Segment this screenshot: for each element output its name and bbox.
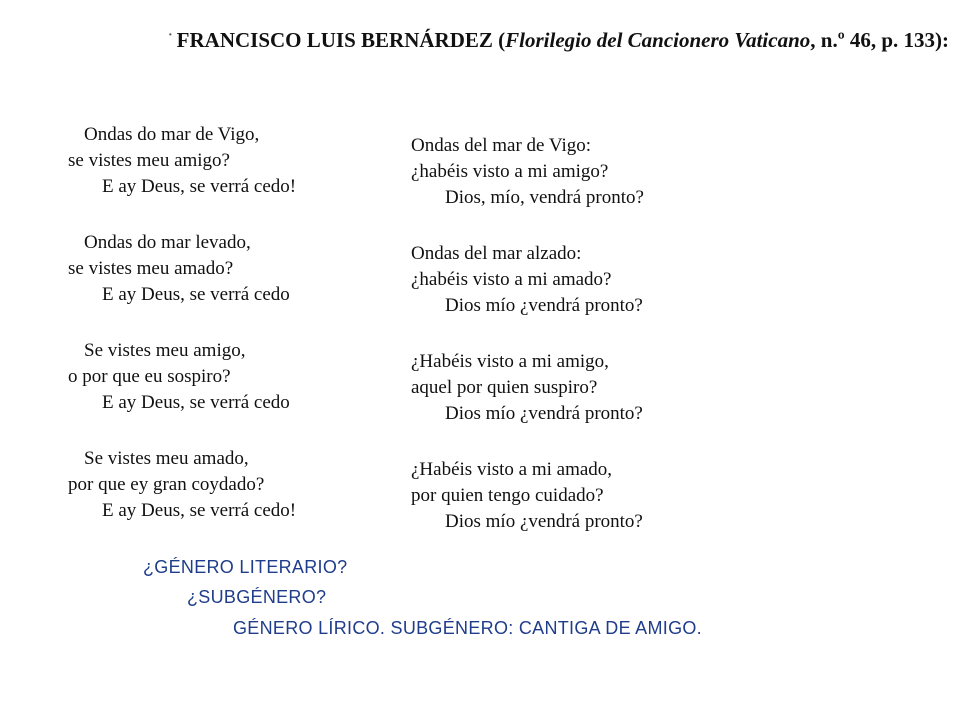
poem-refrain: E ay Deus, se verrá cedo <box>102 284 290 305</box>
poem-refrain: Dios, mío, vendrá pronto? <box>445 187 644 208</box>
poem-line: o por que eu sospiro? <box>68 366 231 387</box>
original-stanza-1 <box>68 122 296 200</box>
poem-refrain: Dios mío ¿vendrá pronto? <box>445 403 643 424</box>
source-citation <box>168 28 949 53</box>
poem-refrain: E ay Deus, se verrá cedo! <box>102 500 297 521</box>
translation-stanza-4 <box>411 457 644 535</box>
translation-stanza-3 <box>411 349 644 427</box>
bullet-mark: · <box>168 28 173 43</box>
citation-reference: , n.º 46, p. 133): <box>810 28 950 52</box>
poem-line: ¿habéis visto a mi amigo? <box>411 161 609 182</box>
poem-line: Ondas del mar de Vigo: <box>411 135 592 156</box>
original-stanza-4 <box>68 446 296 524</box>
poem-line: Ondas do mar levado, <box>84 232 251 253</box>
poem-line: Se vistes meu amado, <box>84 448 249 469</box>
work-title: Florilegio del Cancionero Vaticano <box>505 28 811 52</box>
poem-refrain: E ay Deus, se verrá cedo! <box>102 176 297 197</box>
original-stanza-2 <box>68 230 296 308</box>
poem-line: Ondas del mar alzado: <box>411 243 582 264</box>
poem-line: se vistes meu amado? <box>68 258 234 279</box>
poem-refrain: E ay Deus, se verrá cedo <box>102 392 290 413</box>
subgenre-question: ¿SUBGÉNERO? <box>187 587 327 607</box>
open-paren: ( <box>498 28 506 52</box>
poem-line: ¿Habéis visto a mi amigo, <box>411 351 609 372</box>
poem-line: ¿habéis visto a mi amado? <box>411 269 612 290</box>
genre-question: ¿GÉNERO LITERARIO? <box>143 557 348 577</box>
poem-line: se vistes meu amigo? <box>68 150 230 171</box>
poem-refrain: Dios mío ¿vendrá pronto? <box>445 295 643 316</box>
poem-line: Se vistes meu amigo, <box>84 340 246 361</box>
original-stanza-3 <box>68 338 296 416</box>
poem-line: aquel por quien suspiro? <box>411 377 598 398</box>
poem-line: Ondas do mar de Vigo, <box>84 124 260 145</box>
translation-stanza-2 <box>411 241 644 319</box>
translation-stanza-1 <box>411 133 644 211</box>
author-name: FRANCISCO LUIS BERNÁRDEZ <box>176 28 493 52</box>
poem-line: ¿Habéis visto a mi amado, <box>411 459 613 480</box>
translation-poem <box>411 133 644 565</box>
original-poem <box>68 122 296 554</box>
poem-line: por quien tengo cuidado? <box>411 485 604 506</box>
poem-refrain: Dios mío ¿vendrá pronto? <box>445 511 643 532</box>
genre-answer: GÉNERO LÍRICO. SUBGÉNERO: CANTIGA DE AMIGO. <box>233 618 702 638</box>
poem-line: por que ey gran coydado? <box>68 474 265 495</box>
